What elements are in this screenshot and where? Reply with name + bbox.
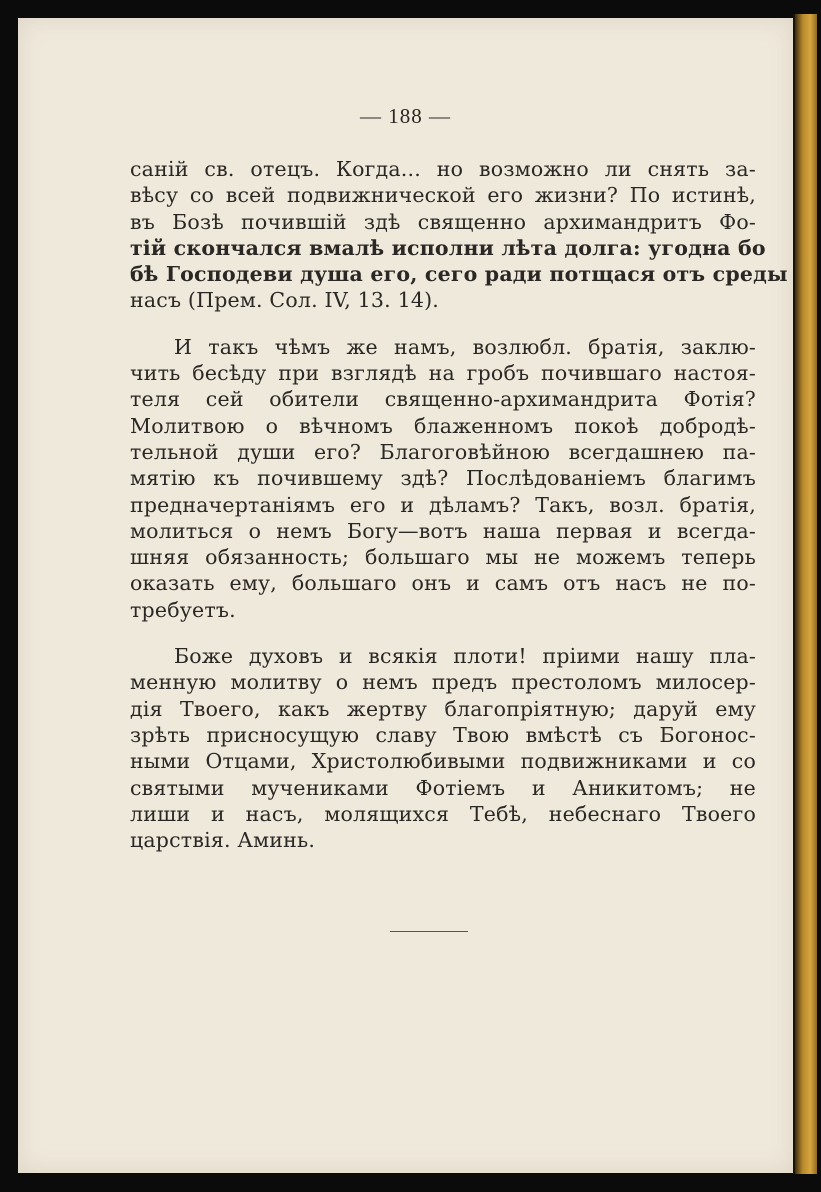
text-line: тельной души его? Благоговѣйною всегдашнею па- [130,439,756,464]
text-line: шняя обязанность; большаго мы не можемъ теперь [130,545,756,570]
text-line: Боже духовъ и всякія плоти! пріими нашу пла- [174,644,756,669]
paragraph-3 [130,643,756,853]
text-line: ными Отцами, Христолюбивыми подвижниками и со [130,749,756,774]
text-line: Молитвою о вѣчномъ блаженномъ покоѣ добродѣ- [130,413,756,438]
text-line: теля сей обители священно-архимандрита Фотія? [130,387,756,412]
text-line: царствія. Аминь. [130,828,316,853]
end-rule [390,931,468,932]
text-line: молиться о немъ Богу—вотъ наша первая и всегда- [130,518,756,543]
text-line: дія Твоего, какъ жертву благопріятную; даруй ему [130,696,756,721]
body-text [130,156,788,873]
text-line: тій скончался вмалѣ исполни лѣта долга: угодна бо [130,235,766,260]
text-line: бѣ Господеви душа его, сего ради потщася отъ среды [130,262,788,287]
page-number: — 188 — [360,104,451,128]
text-line: въ Бозѣ почившій здѣ священно архимандритъ Фо- [130,209,756,234]
text-line: И такъ чѣмъ же намъ, возлюбл. братія, заклю- [174,334,756,359]
book-page [18,18,793,1173]
text-line: требуетъ. [130,597,236,622]
text-line: чить бесѣду при взглядѣ на гробъ почившаго настоя- [130,361,756,386]
paragraph-1 [130,156,788,314]
text-line: оказать ему, большаго онъ и самъ отъ насъ не по- [130,571,756,596]
book-spine [795,14,817,1174]
text-line: святыми мучениками Фотіемъ и Аникитомъ; не [130,775,756,800]
text-line: менную молитву о немъ предъ престоломъ милосер- [130,670,756,695]
paragraph-2 [130,334,756,623]
text-line: зрѣть присносущую славу Твою вмѣстѣ съ Богонос- [130,722,756,747]
text-line: предначертаніямъ его и дѣламъ? Такъ, возл. братія, [130,492,756,517]
text-line: вѣсу со всей подвижнической его жизни? По истинѣ, [130,183,756,208]
text-line: насъ (Прем. Сол. IV, 13. 14). [130,288,439,313]
text-line: мятію къ почившему здѣ? Послѣдованіемъ благимъ [130,466,756,491]
text-line: саній св. отецъ. Когда... но возможно ли снять за- [130,157,756,181]
text-line: лиши и насъ, молящихся Тебѣ, небеснаго Твоего [130,801,756,826]
